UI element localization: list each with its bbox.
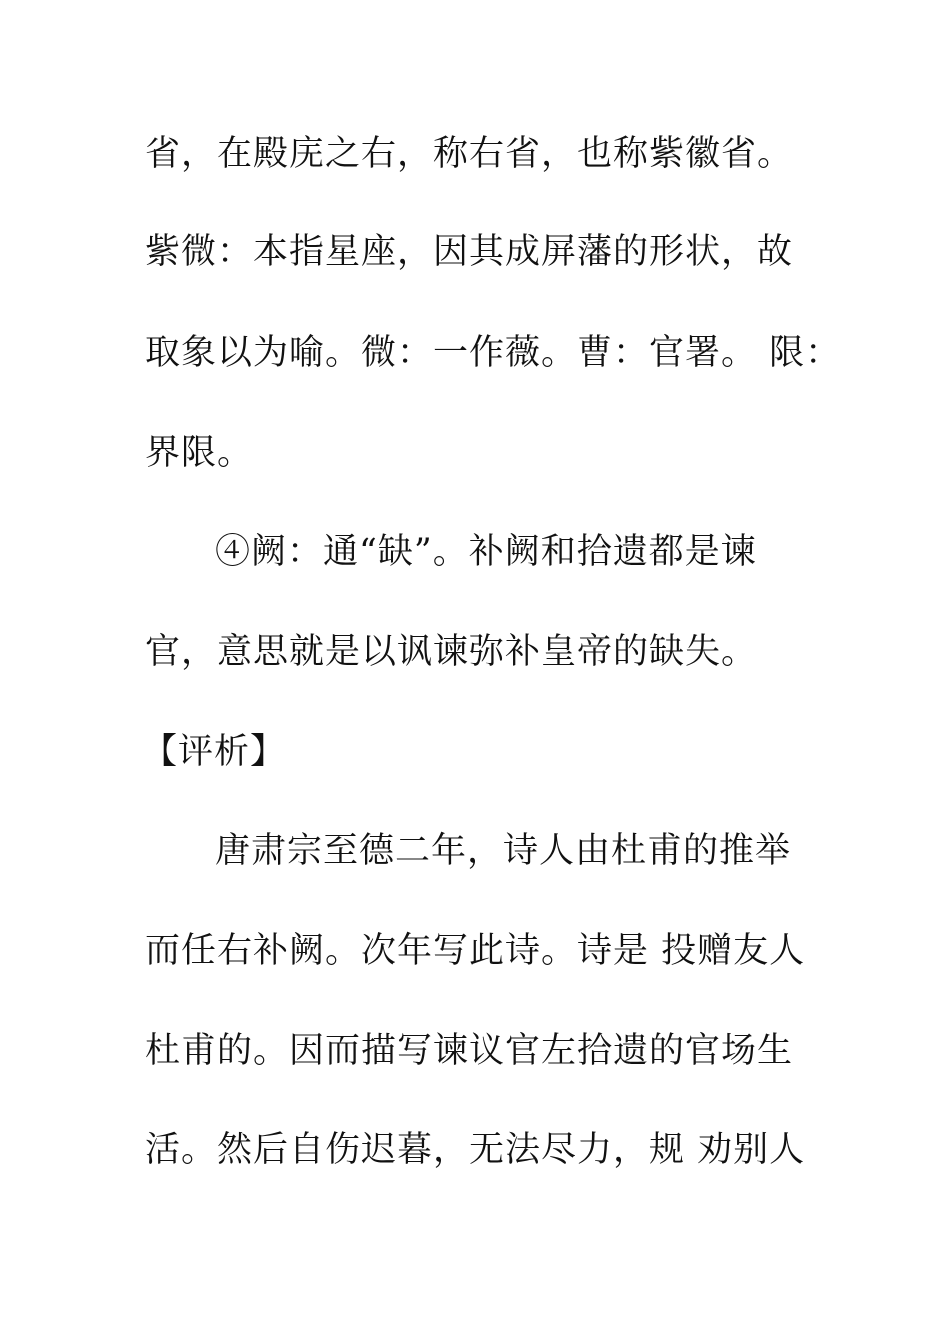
text-line-2: 紫微：本指星座，因其成屏藩的形状，故 <box>145 232 794 272</box>
text-line-1: 省，在殿庑之右，称右省，也称紫徽省。 <box>145 134 794 174</box>
text-line-11: 活。然后自伤迟暮，无法尽力，规 劝别人 <box>145 1130 806 1170</box>
text-line-10: 杜甫的。因而描写谏议官左拾遗的官场生 <box>145 1031 794 1071</box>
text-line-6: 官，意思就是以讽谏弥补皇帝的缺失。 <box>145 632 758 672</box>
text-line-8: 唐肃宗至德二年，诗人由杜甫的推举 <box>215 831 792 871</box>
section-heading: 【评析】 <box>142 732 287 772</box>
text-line-5: ④阙：通“缺”。补阙和拾遗都是谏 <box>215 532 757 572</box>
text-line-4: 界限。 <box>145 433 254 473</box>
text-line-9: 而任右补阙。次年写此诗。诗是 投赠友人 <box>145 931 806 971</box>
text-line-3: 取象以为喻。微：一作薇。曹：官署。 限： <box>145 333 842 373</box>
